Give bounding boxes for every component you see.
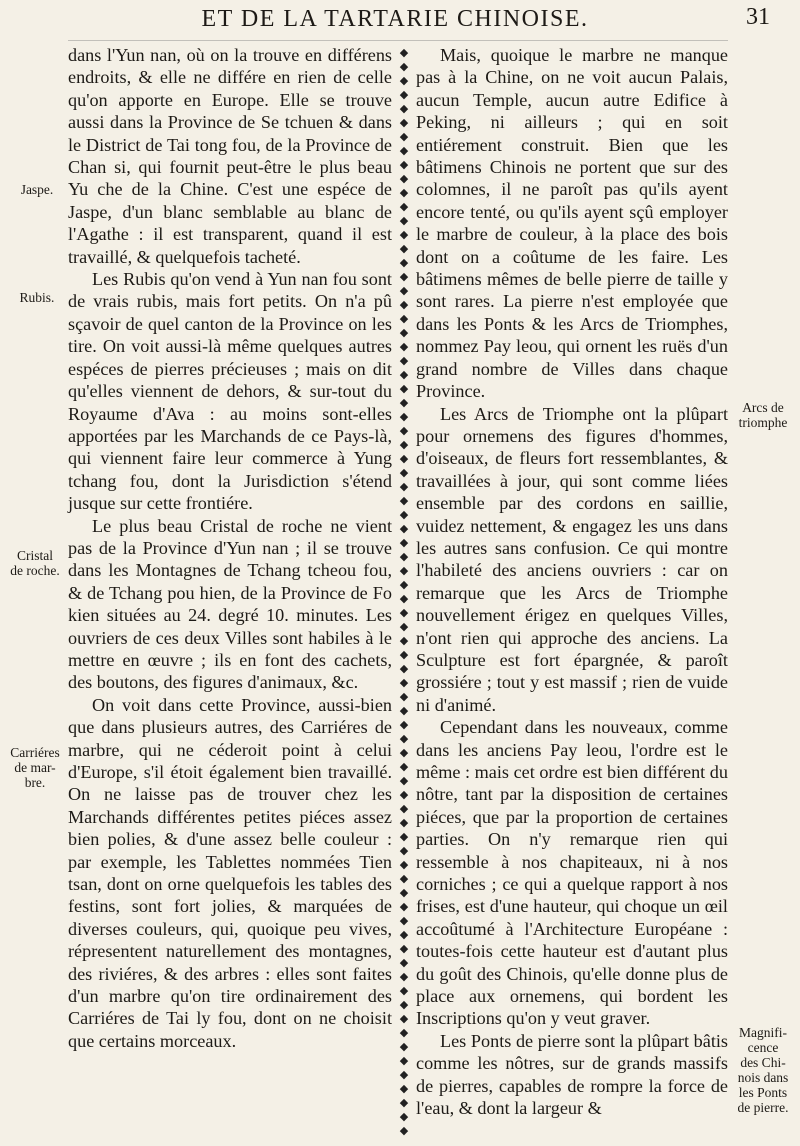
margin-note-jaspe: Jaspe. — [20, 182, 54, 197]
margin-note-arcs: Arcs de triomphe — [738, 400, 788, 430]
page-number: 31 — [746, 4, 770, 30]
margin-note-rubis: Rubis. — [19, 290, 55, 305]
paragraph-pay-leou: Cependant dans les nouveaux, comme dans les anciens Pay leou, l'ordre est le même : mais cet ordre est bien différent du nôtre, tant par la disposition de certaines piéces, que par la proportion de certaines parties. On n'y remarque rien qui ressemble à nos chapiteaux, ni à nos corniches ; ce qui a quelque rapport à nos frises, est d'une hauteur, qui choque un œil accoûtumé à l'Architecture Européane : toutes-fois cette hauteur est d'autant plus du goût des Chinois, qu'elle donne plus de place aux ornemens, qui bordent les Inscriptions qu'on y veut graver. — [416, 717, 728, 1029]
header-rule — [68, 40, 728, 41]
margin-note-carrieres: Carriéres de mar- bre. — [10, 745, 60, 790]
paragraph-rubis: Les Rubis qu'on vend à Yun nan fou sont de vrais rubis, mais fort petits. On n'a pû sçavoir de quel canton de la Province on les tire. On voit aussi-là même quelques autres espéces de pierres précieuses ; mais on dit qu'elles viennent de dehors, & sur-tout du Royaume d'Ava : au moins sont-elles apportées par les Marchands de ce Pays-là, qui viennent faire leur commerce à Yung tchang fou, dont la Jurisdiction s'étend jusque sur cette frontiére. — [68, 269, 392, 514]
column-divider-ornament: ◆ ◆ ◆ ◆ ◆ ◆ ◆ ◆ ◆ ◆ ◆ ◆ ◆ ◆ ◆ ◆ ◆ ◆ ◆ ◆ ◆ ◆ ◆ ◆ ◆ ◆ ◆ ◆ ◆ ◆ ◆ ◆ ◆ ◆ ◆ ◆ ◆ ◆ ◆ ◆ ◆ ◆ ◆ ◆ ◆ ◆ ◆ ◆ ◆ ◆ ◆ ◆ ◆ ◆ ◆ ◆ ◆ ◆ ◆ ◆ ◆ ◆ ◆ ◆ ◆ ◆ ◆ ◆ ◆ ◆ ◆ ◆ ◆ ◆ ◆ ◆ ◆ ◆ — [399, 47, 409, 1137]
left-column — [68, 44, 392, 1052]
margin-note-magnificence: Magnifi- cence des Chi- nois dans les Ponts de pierre. — [737, 1025, 789, 1115]
paragraph-ponts: Les Ponts de pierre sont la plûpart bâtis comme les nôtres, sur de grands massifs de pierres, capables de rompre la force de l'eau, & dont la largeur & — [416, 1030, 728, 1119]
paragraph-marbre: Mais, quoique le marbre ne manque pas à la Chine, on ne voit aucun Palais, aucun Temple, aucun autre Edifice à Peking, ni ailleurs ; qui en soit entiérement construit. Bien que les bâtimens Chinois ne portent que sur des colomnes, il ne paroît pas qu'ils ayent encore tenté, ou qu'ils ayent sçû employer le marbre de couleur, à la place des bois dont on a coûtume de les faire. Les bâtimens mêmes de belle pierre de taille y sont rares. La pierre n'est employée que dans les Ponts & les Arcs de Triomphes, nommez Pay leou, qui ornent les ruës d'un grand nombre de Villes dans chaque Province. — [416, 45, 728, 402]
paragraph-carrieres: On voit dans cette Province, aussi-bien que dans plusieurs autres, des Carriéres de marbre, qui ne céderoit point à celui d'Europe, s'il étoit également bien travaillé. On ne laisse pas de trouver chez les Marchands différentes petites piéces assez bien polies, & d'une assez belle couleur : par exemple, les Tablettes nommées Tien tsan, dont on orne quelquefois les tables des festins, sont fort jolies, & marquées de diverses couleurs, qui, quoique peu vives, répresentent naturellement des montagnes, des riviéres, & des arbres : elles sont faites d'un marbre qu'on tire ordinairement des Carriéres de Tai ly fou, dont on ne choisit que certains morceaux. — [68, 694, 392, 1051]
paragraph-cristal: Le plus beau Cristal de roche ne vient pas de la Province d'Yun nan ; il se trouve dans les Montagnes de Tchang tcheou fou, & de Tchang pou hien, de la Province de Fo kien situées au 24. degré 10. minutes. Les ouvriers de ces deux Villes sont habiles à le mettre en œuvre ; ils en font des cachets, des boutons, des figures d'animaux, &c. — [68, 515, 392, 693]
margin-note-cristal: Cristal de roche. — [10, 548, 60, 578]
right-column — [416, 44, 728, 1120]
paragraph-jaspe: dans l'Yun nan, où on la trouve en différens endroits, & elle ne différe en rien de celle qu'on apporte en Europe. Elle se trouve aussi dans la Province de Se tchuen & dans le District de Tai tong fou, de la Province de Chan si, qui fournit peut-être le plus beau Yu che de la Chine. C'est une espéce de Jaspe, d'un blanc semblable au blanc de l'Agathe : il est transparent, quand il est travaillé, & quelquefois tacheté. — [68, 45, 392, 267]
running-title: ET DE LA TARTARIE CHINOISE. — [201, 6, 589, 32]
paragraph-arcs: Les Arcs de Triomphe ont la plûpart pour ornemens des figures d'hommes, d'oiseaux, de fleurs fort ressemblantes, & travaillées à jour, qui sont comme liées ensemble par des cordons en saillie, vuidez nettement, & engagez les uns dans les autres sans confusion. Ce qui montre l'habileté des anciens ouvriers : car on remarque que les Arcs de Triomphe nouvellement érigez en quelques Villes, n'ont rien qui approche des anciens. La Sculpture est fort épargnée, & paroît grossiére ; tout y est massif ; rien de vuide ni d'animé. — [416, 403, 728, 715]
